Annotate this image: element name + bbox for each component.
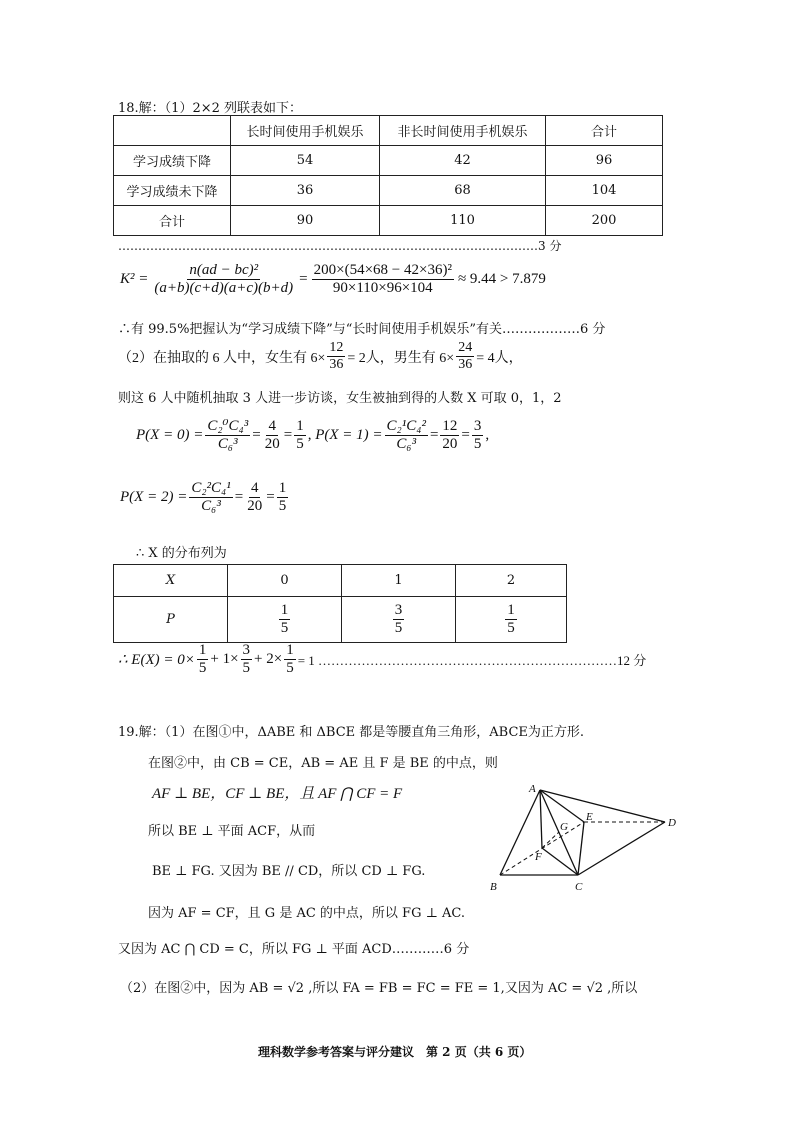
distribution-label: ∴ X 的分布列为 — [136, 546, 227, 561]
label-F: F — [535, 851, 542, 863]
table-cell: 96 — [546, 146, 663, 176]
dist-prob-cell — [342, 597, 456, 643]
px0-fraction-3 — [294, 418, 306, 454]
px1-fraction-2 — [440, 418, 459, 454]
numerator: 12 — [440, 418, 459, 436]
text-segment: ∴ E(X) = 0× — [118, 652, 195, 669]
k2-numeric-numerator: 200×(54×68 − 42×36)² — [312, 262, 454, 280]
table-cell: 54 — [231, 146, 380, 176]
edge-EC — [578, 822, 584, 875]
k2-fraction-numeric — [312, 262, 454, 298]
score-line-3: ……………………………………………………………………………………………3 分 — [118, 239, 562, 253]
table-cell: 学习成绩未下降 — [114, 176, 231, 206]
q19-line4: 所以 BE ⊥ 平面 ACF，从而 — [148, 824, 316, 839]
edge-AF — [540, 790, 542, 848]
numerator: 4 — [266, 418, 278, 436]
table-header-cell: 合计 — [546, 116, 663, 146]
table-header-cell — [114, 116, 231, 146]
table-cell: 学习成绩下降 — [114, 146, 231, 176]
px0-fraction-2 — [263, 418, 282, 454]
dist-cell-p: P — [114, 597, 228, 643]
text-segment: = 2人，男生有 6× — [347, 350, 455, 366]
k2-result: ≈ 9.44 > 7.879 — [457, 271, 546, 288]
q18-heading: 18.解：（1）2×2 列联表如下： — [118, 101, 303, 116]
denominator: 36 — [329, 357, 344, 373]
q19-line3: AF ⊥ BE，CF ⊥ BE，且 AF ⋂ CF = F — [152, 786, 403, 802]
table-cell: 68 — [380, 176, 546, 206]
denominator: 5 — [242, 660, 251, 677]
numerator: C₂⁰C₄³ — [205, 418, 250, 436]
numerator: 1 — [294, 418, 306, 436]
denominator: 36 — [458, 357, 473, 373]
text-segment: = 1 ……………………………………………………………12 分 — [297, 653, 647, 669]
expectation-formula — [118, 642, 646, 678]
text-segment: + 1× — [210, 651, 239, 668]
denominator: C₆³ — [217, 436, 238, 453]
table-cell: 104 — [546, 176, 663, 206]
dist-prob-cell — [228, 597, 342, 643]
k2-formula: K² = $\frac{\text{n(ad − bc)²}}{(a+b)(c+d)(a+c)(b+d)}$ = $\frac{\text{200×(54×68 − 42×36)²}}{90\times 110\times 96\times 104}$ ≈ 9.44 > 7.879 — [120, 262, 546, 297]
denominator: 5 — [296, 436, 304, 453]
numerator: 4 — [249, 480, 261, 498]
fraction-12-36 — [327, 340, 345, 373]
numerator: 1 — [284, 642, 296, 660]
table-cell: 36 — [231, 176, 380, 206]
label-E: E — [586, 811, 593, 823]
q18-part2-line2: 则这 6 人中随机抽取 3 人进一步访谈，女生被抽到得的人数 X 可取 0，1，2 — [118, 391, 562, 406]
dist-cell: 2 — [456, 565, 567, 597]
denominator: 5 — [280, 620, 289, 636]
text-segment: + 2× — [254, 651, 283, 668]
px0-lhs: P(X = 0) = — [136, 427, 204, 444]
numerator: 3 — [393, 602, 405, 620]
numerator: 3 — [241, 642, 253, 660]
px0-px1-formula: P(X = 0) = $\frac{\text{C₂⁰C₄³}}{\text{C₆³}}$ = $\frac{4}{20}$ = $\frac{1}{5}$ , P(X = 1) = $\frac{\text{C₂¹C₄²}}{\text{C₆³}}$ = $\frac{12}{20}$ = $\frac{3}{5}$ , — [136, 418, 490, 453]
dist-cell: 1 — [342, 565, 456, 597]
q19-line1: 19.解：（1）在图①中，ΔABE 和 ΔBCE 都是等腰直角三角形，ABCE为正方形. — [118, 725, 585, 740]
contingency-table — [113, 115, 663, 236]
denominator: 20 — [264, 436, 280, 453]
table-cell: 42 — [380, 146, 546, 176]
q19-line7: 又因为 AC ⋂ CD = C，所以 FG ⊥ 平面 ACD…………6 分 — [118, 942, 470, 957]
q18-part2-line1 — [118, 340, 523, 373]
q19-line2: 在图②中，由 CB = CE，AB = AE 且 F 是 BE 的中点，则 — [148, 756, 498, 771]
numerator: C₂¹C₄² — [385, 418, 428, 436]
numerator: 1 — [505, 602, 517, 620]
fraction-24-36 — [456, 340, 474, 373]
edge-AD — [540, 790, 665, 822]
q19-line6: 因为 AF = CF，且 G 是 AC 的中点，所以 FG ⊥ AC. — [148, 906, 465, 921]
label-B: B — [490, 881, 497, 893]
table-cell: 110 — [380, 206, 546, 236]
px1-combination-fraction — [385, 418, 428, 454]
label-A: A — [529, 783, 536, 795]
denominator: 5 — [507, 620, 515, 636]
label-C: C — [575, 881, 583, 893]
k2-numerator: n(ad − bc)² — [187, 262, 260, 280]
numerator: 1 — [197, 642, 209, 660]
denominator: 5 — [286, 660, 294, 677]
q18-conclusion: ∴有 99.5%把握认为“学习成绩下降”与“长时间使用手机娱乐”有关………………6 分 — [118, 322, 606, 337]
px2-formula: P(X = 2) = $\frac{\text{C₂²C₄¹}}{\text{C₆³}}$ = $\frac{4}{20}$ = $\frac{1}{5}$ — [120, 480, 287, 515]
px2-lhs: P(X = 2) = — [120, 489, 188, 506]
page-footer: 理科数学参考答案与评分建议 第 2 页（共 6 页） — [258, 1045, 532, 1059]
dist-cell: 0 — [228, 565, 342, 597]
denominator: 5 — [278, 498, 287, 515]
denominator: 5 — [394, 620, 403, 636]
edge-CD — [578, 822, 665, 875]
px2-combination-fraction — [189, 480, 232, 516]
table-cell: 90 — [231, 206, 380, 236]
denominator: 20 — [442, 436, 458, 453]
px2-fraction-3 — [277, 480, 289, 516]
k2-numeric-denominator: 90×110×96×104 — [332, 280, 433, 297]
denominator: 20 — [247, 498, 263, 515]
denominator: 5 — [473, 436, 482, 453]
px1-lhs: , P(X = 1) = — [307, 427, 383, 444]
numerator: C₂²C₄¹ — [189, 480, 232, 498]
numerator: 1 — [277, 480, 289, 498]
dist-cell-x: X — [114, 565, 228, 597]
px2-fraction-2 — [245, 480, 264, 516]
text-segment: （2）在抽取的 6 人中，女生有 6× — [118, 350, 326, 366]
table-header-cell: 长时间使用手机娱乐 — [231, 116, 380, 146]
geometry-figure — [480, 780, 690, 895]
label-D: D — [668, 817, 676, 829]
px1-fraction-3 — [472, 418, 484, 454]
distribution-table — [113, 564, 567, 643]
q19-line8: （2）在图②中，因为 AB = √2 ,所以 FA = FB = FC = FE = 1,又因为 AC = √2 ,所以 — [120, 981, 638, 996]
table-cell: 合计 — [114, 206, 231, 236]
table-cell: 200 — [546, 206, 663, 236]
edge-FG — [542, 832, 559, 848]
numerator: 1 — [279, 602, 291, 620]
k2-lhs: K² = — [120, 271, 149, 288]
denominator: C₆³ — [201, 498, 221, 515]
k2-denominator: (a+b)(c+d)(a+c)(b+d) — [154, 280, 294, 297]
px0-combination-fraction — [205, 418, 250, 454]
table-header-cell: 非长时间使用手机娱乐 — [380, 116, 546, 146]
numerator: 3 — [472, 418, 484, 436]
text-segment: = 4人， — [476, 350, 523, 366]
q19-line5: BE ⊥ FG. 又因为 BE // CD，所以 CD ⊥ FG. — [152, 864, 426, 879]
denominator: 5 — [198, 660, 207, 677]
k2-fraction-general — [152, 262, 295, 298]
denominator: C₆³ — [396, 436, 417, 453]
dist-prob-cell — [456, 597, 567, 643]
label-G: G — [560, 821, 568, 833]
numerator: 12 — [327, 340, 345, 357]
numerator: 24 — [456, 340, 474, 357]
